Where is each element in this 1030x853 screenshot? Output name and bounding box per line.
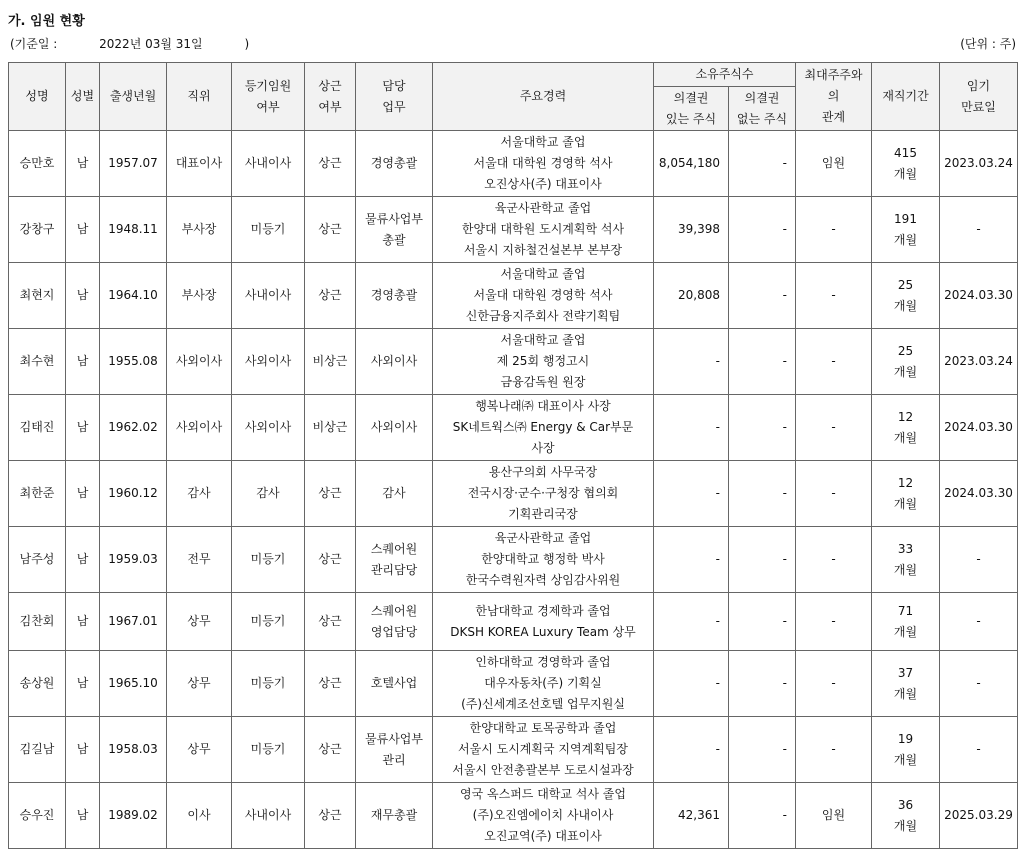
cell-registered: 미등기 (232, 717, 305, 783)
cell-major-relation: 임원 (796, 131, 872, 197)
cell-tenure (872, 783, 940, 849)
cell-tenure-line: 개월 (893, 166, 918, 181)
cell-position: 부사장 (167, 263, 232, 329)
cell-birth: 1948.11 (100, 197, 167, 263)
cell-tenure (872, 197, 940, 263)
table-row (9, 197, 1018, 263)
cell-career-line: 한양대학교 행정학 박사 (481, 552, 605, 566)
cell-career (433, 717, 654, 783)
cell-name: 승만호 (9, 131, 66, 197)
cell-nonvoting-shares: - (729, 263, 796, 329)
cell-expiry: - (940, 593, 1018, 651)
cell-tenure-line: 25 (897, 343, 914, 358)
cell-nonvoting-shares: - (729, 197, 796, 263)
table-row (9, 131, 1018, 197)
cell-career (433, 527, 654, 593)
cell-career (433, 395, 654, 461)
cell-career-line: 육군사관학교 졸업 (494, 531, 592, 545)
cell-tenure-line: 191 (894, 211, 917, 226)
cell-voting-shares: - (654, 461, 729, 527)
cell-tenure (872, 717, 940, 783)
cell-voting-shares: - (654, 329, 729, 395)
header-nonvoting (729, 87, 796, 131)
cell-fulltime: 상근 (305, 593, 356, 651)
cell-career (433, 783, 654, 849)
cell-tenure-line: 33 (897, 541, 914, 556)
cell-birth: 1959.03 (100, 527, 167, 593)
cell-career-line: 금융감독원 원장 (500, 375, 586, 389)
header-duty-line: 담당 (382, 78, 406, 93)
cell-duty (356, 461, 433, 527)
cell-tenure-line: 개월 (893, 232, 918, 247)
cell-voting-shares: - (654, 717, 729, 783)
cell-career-line: 전국시장·군수·구청장 협의회 (467, 486, 619, 500)
cell-expiry: 2024.03.30 (940, 461, 1018, 527)
cell-position: 상무 (167, 651, 232, 717)
cell-duty (356, 651, 433, 717)
cell-duty-line: 관리담당 (370, 562, 418, 577)
header-duty-line: 업무 (382, 99, 406, 114)
header-voting (654, 87, 729, 131)
cell-major-relation: - (796, 395, 872, 461)
cell-expiry: 2023.03.24 (940, 131, 1018, 197)
cell-tenure (872, 527, 940, 593)
cell-birth: 1960.12 (100, 461, 167, 527)
cell-career-line: 육군사관학교 졸업 (494, 201, 592, 215)
basis-date-value: 2022년 03월 31일 (99, 37, 203, 51)
cell-career-line: 서울대학교 졸업 (500, 135, 586, 149)
cell-expiry: - (940, 527, 1018, 593)
cell-voting-shares: - (654, 527, 729, 593)
cell-tenure-line: 12 (897, 475, 914, 490)
cell-tenure (872, 593, 940, 651)
cell-nonvoting-shares: - (729, 461, 796, 527)
cell-birth: 1964.10 (100, 263, 167, 329)
basis-close: ) (244, 37, 250, 51)
cell-duty (356, 527, 433, 593)
header-nonvoting-line: 없는 주식 (736, 111, 788, 126)
cell-career-line: 서울시 안전총괄본부 도로시설과장 (452, 763, 634, 777)
cell-tenure-line: 36 (897, 797, 914, 812)
cell-career-line: 행복나래㈜ 대표이사 사장 (475, 399, 611, 413)
cell-major-relation: - (796, 593, 872, 651)
cell-voting-shares: 20,808 (654, 263, 729, 329)
cell-major-relation: - (796, 329, 872, 395)
cell-voting-shares: - (654, 593, 729, 651)
cell-duty (356, 593, 433, 651)
header-name: 성명 (9, 63, 66, 131)
cell-duty-line: 사외이사 (370, 354, 418, 368)
cell-tenure (872, 329, 940, 395)
cell-duty-line: 물류사업부 (365, 731, 423, 746)
header-major-line: 최대주주와 (804, 68, 863, 82)
header-registered (232, 63, 305, 131)
cell-career (433, 197, 654, 263)
cell-name: 김찬회 (9, 593, 66, 651)
cell-career-line: 한양대학교 토목공학과 졸업 (469, 721, 617, 735)
cell-gender: 남 (66, 395, 100, 461)
cell-position: 사외이사 (167, 395, 232, 461)
cell-career-line: 영국 옥스퍼드 대학교 석사 졸업 (460, 787, 626, 801)
cell-birth: 1962.02 (100, 395, 167, 461)
cell-name: 최한준 (9, 461, 66, 527)
cell-duty (356, 717, 433, 783)
cell-duty-line: 총괄 (382, 232, 406, 247)
table-row (9, 395, 1018, 461)
cell-career-line: DKSH KOREA Luxury Team 상무 (450, 624, 636, 639)
cell-career-line: 서울시 도시계획국 지역계획팀장 (458, 742, 628, 756)
unit-label: (단위 : 주) (960, 37, 1016, 51)
header-registered-line: 등기임원 (244, 78, 292, 93)
cell-fulltime: 비상근 (305, 395, 356, 461)
cell-name: 김길남 (9, 717, 66, 783)
cell-duty-line: 재무총괄 (370, 808, 418, 822)
cell-major-relation: - (796, 263, 872, 329)
table-row (9, 461, 1018, 527)
cell-tenure (872, 263, 940, 329)
table-row (9, 783, 1018, 849)
cell-registered: 미등기 (232, 651, 305, 717)
cell-registered: 미등기 (232, 197, 305, 263)
cell-duty (356, 783, 433, 849)
cell-duty (356, 395, 433, 461)
basis-date (10, 35, 249, 52)
cell-birth: 1967.01 (100, 593, 167, 651)
table-row (9, 527, 1018, 593)
cell-tenure-line: 개월 (893, 752, 918, 767)
cell-career (433, 593, 654, 651)
cell-gender: 남 (66, 263, 100, 329)
cell-tenure-line: 개월 (893, 496, 918, 511)
cell-gender: 남 (66, 329, 100, 395)
cell-gender: 남 (66, 783, 100, 849)
cell-gender: 남 (66, 593, 100, 651)
cell-expiry: 2024.03.30 (940, 395, 1018, 461)
cell-nonvoting-shares: - (729, 717, 796, 783)
basis-label: (기준일 : (10, 37, 58, 51)
cell-career-line: (주)신세계조선호텔 업무지원실 (461, 697, 625, 711)
header-expiry-line: 만료일 (961, 99, 996, 114)
cell-career-line: 한남대학교 경제학과 졸업 (475, 603, 611, 618)
header-gender: 성별 (66, 63, 100, 131)
cell-tenure-line: 19 (897, 731, 914, 746)
cell-duty-line: 호텔사업 (370, 676, 418, 690)
cell-career-line: 서울대 대학원 경영학 석사 (473, 288, 613, 302)
cell-tenure (872, 461, 940, 527)
cell-tenure-line: 개월 (893, 298, 918, 313)
cell-fulltime: 상근 (305, 527, 356, 593)
cell-tenure-line: 25 (897, 277, 914, 292)
cell-gender: 남 (66, 461, 100, 527)
header-tenure: 재직기간 (872, 63, 940, 131)
cell-career-line: 서울시 지하철건설본부 본부장 (463, 243, 623, 257)
cell-duty (356, 329, 433, 395)
cell-gender: 남 (66, 197, 100, 263)
cell-tenure (872, 651, 940, 717)
header-position-line: 직위 (187, 89, 211, 103)
cell-position: 사외이사 (167, 329, 232, 395)
cell-career-line: 제 25회 행정고시 (496, 354, 590, 368)
cell-position: 전무 (167, 527, 232, 593)
header-shares: 소유주식수 (654, 63, 796, 87)
cell-expiry: - (940, 717, 1018, 783)
header-position (167, 63, 232, 131)
cell-voting-shares: - (654, 651, 729, 717)
cell-name: 송상원 (9, 651, 66, 717)
cell-voting-shares: 8,054,180 (654, 131, 729, 197)
cell-name: 강창구 (9, 197, 66, 263)
cell-major-relation: - (796, 717, 872, 783)
cell-name: 김태진 (9, 395, 66, 461)
cell-duty (356, 197, 433, 263)
cell-position: 감사 (167, 461, 232, 527)
cell-gender: 남 (66, 527, 100, 593)
cell-registered: 미등기 (232, 527, 305, 593)
cell-fulltime: 상근 (305, 197, 356, 263)
cell-voting-shares: - (654, 395, 729, 461)
table-row (9, 717, 1018, 783)
cell-position: 상무 (167, 717, 232, 783)
cell-birth: 1965.10 (100, 651, 167, 717)
header-major (796, 63, 872, 131)
cell-birth: 1989.02 (100, 783, 167, 849)
cell-fulltime: 비상근 (305, 329, 356, 395)
header-nonvoting-line: 의결권 (744, 90, 780, 105)
cell-career-line: 대우자동차(주) 기획실 (484, 676, 602, 690)
cell-voting-shares: 42,361 (654, 783, 729, 849)
cell-registered: 사내이사 (232, 131, 305, 197)
cell-duty-line: 스퀘어원 (370, 603, 418, 618)
cell-expiry: 2023.03.24 (940, 329, 1018, 395)
cell-duty-line: 경영총괄 (370, 288, 418, 302)
cell-nonvoting-shares: - (729, 651, 796, 717)
cell-major-relation: - (796, 461, 872, 527)
cell-career-line: 인하대학교 경영학과 졸업 (475, 655, 611, 669)
header-major-line: 관계 (821, 110, 846, 124)
cell-registered: 감사 (232, 461, 305, 527)
cell-career-line: 오진상사(주) 대표이사 (484, 177, 602, 191)
cell-gender: 남 (66, 651, 100, 717)
cell-gender: 남 (66, 717, 100, 783)
cell-tenure-line: 71 (897, 603, 914, 618)
cell-duty-line: 관리 (382, 752, 406, 767)
cell-fulltime: 상근 (305, 263, 356, 329)
cell-name: 남주성 (9, 527, 66, 593)
cell-position: 이사 (167, 783, 232, 849)
cell-career-line: 서울대학교 졸업 (500, 267, 586, 281)
header-expiry (940, 63, 1018, 131)
cell-tenure-line: 개월 (893, 562, 918, 577)
cell-career (433, 461, 654, 527)
cell-career-line: 오진교역(주) 대표이사 (484, 829, 602, 843)
cell-fulltime: 상근 (305, 783, 356, 849)
cell-career-line: (주)오진엠에이치 사내이사 (472, 808, 614, 822)
cell-registered: 사내이사 (232, 783, 305, 849)
cell-tenure-line: 415 (894, 145, 917, 160)
cell-career-line: 용산구의회 사무국장 (488, 465, 598, 479)
cell-nonvoting-shares: - (729, 329, 796, 395)
table-row (9, 651, 1018, 717)
header-birth: 출생년월 (100, 63, 167, 131)
cell-duty-line: 경영총괄 (370, 156, 418, 170)
cell-expiry: - (940, 651, 1018, 717)
cell-position: 대표이사 (167, 131, 232, 197)
header-fulltime-line: 여부 (318, 99, 342, 114)
cell-fulltime: 상근 (305, 461, 356, 527)
cell-career (433, 329, 654, 395)
cell-birth: 1957.07 (100, 131, 167, 197)
cell-duty-line: 감사 (382, 486, 406, 500)
cell-nonvoting-shares: - (729, 395, 796, 461)
cell-duty-line: 사외이사 (370, 420, 418, 434)
header-career: 주요경력 (433, 63, 654, 131)
header-voting-line: 의결권 (673, 90, 709, 105)
cell-major-relation: 임원 (796, 783, 872, 849)
cell-birth: 1955.08 (100, 329, 167, 395)
executive-table (8, 62, 1018, 849)
cell-career (433, 263, 654, 329)
table-row (9, 329, 1018, 395)
cell-tenure-line: 12 (897, 409, 914, 424)
cell-major-relation: - (796, 197, 872, 263)
cell-position: 상무 (167, 593, 232, 651)
cell-tenure-line: 개월 (893, 686, 918, 701)
cell-tenure-line: 개월 (893, 364, 918, 379)
cell-tenure-line: 37 (897, 665, 914, 680)
table-row (9, 593, 1018, 651)
cell-tenure-line: 개월 (893, 624, 918, 639)
header-expiry-line: 임기 (966, 78, 991, 93)
cell-expiry: 2024.03.30 (940, 263, 1018, 329)
cell-career-line: 한양대 대학원 도시계획학 석사 (461, 222, 625, 236)
cell-nonvoting-shares: - (729, 593, 796, 651)
header-voting-line: 있는 주식 (665, 111, 717, 126)
cell-nonvoting-shares: - (729, 783, 796, 849)
cell-registered: 사내이사 (232, 263, 305, 329)
section-title: 가. 임원 현황 (8, 14, 85, 29)
cell-duty (356, 131, 433, 197)
cell-name: 승우진 (9, 783, 66, 849)
header-fulltime (305, 63, 356, 131)
cell-voting-shares: 39,398 (654, 197, 729, 263)
cell-name: 최현지 (9, 263, 66, 329)
cell-fulltime: 상근 (305, 131, 356, 197)
cell-expiry: - (940, 197, 1018, 263)
cell-career-line: 한국수력원자력 상임감사위원 (465, 573, 621, 587)
cell-expiry: 2025.03.29 (940, 783, 1018, 849)
cell-fulltime: 상근 (305, 717, 356, 783)
cell-career-line: 기획관리국장 (508, 507, 578, 521)
cell-major-relation: - (796, 651, 872, 717)
header-major-line: 의 (827, 89, 840, 103)
header-duty (356, 63, 433, 131)
cell-duty-line: 물류사업부 (365, 211, 423, 226)
cell-career-line: SK네트웍스㈜ Energy & Car부문 (452, 420, 634, 434)
cell-registered: 미등기 (232, 593, 305, 651)
cell-nonvoting-shares: - (729, 131, 796, 197)
cell-fulltime: 상근 (305, 651, 356, 717)
cell-tenure (872, 131, 940, 197)
table-row (9, 263, 1018, 329)
cell-name: 최수현 (9, 329, 66, 395)
cell-birth: 1958.03 (100, 717, 167, 783)
cell-career-line: 서울대학교 졸업 (500, 333, 586, 347)
cell-tenure-line: 개월 (893, 818, 918, 833)
cell-major-relation: - (796, 527, 872, 593)
cell-tenure-line: 개월 (893, 430, 918, 445)
cell-career (433, 131, 654, 197)
cell-career-line: 서울대 대학원 경영학 석사 (473, 156, 613, 170)
cell-duty-line: 스퀘어원 (370, 541, 418, 556)
cell-registered: 사외이사 (232, 329, 305, 395)
cell-career-line: 사장 (531, 441, 555, 455)
header-fulltime-line: 상근 (318, 78, 342, 93)
cell-gender: 남 (66, 131, 100, 197)
cell-career (433, 651, 654, 717)
cell-duty-line: 영업담당 (370, 624, 418, 639)
cell-registered: 사외이사 (232, 395, 305, 461)
header-registered-line: 여부 (256, 99, 280, 114)
cell-position: 부사장 (167, 197, 232, 263)
cell-tenure (872, 395, 940, 461)
cell-duty (356, 263, 433, 329)
cell-career-line: 신한금융지주회사 전략기획팀 (465, 309, 621, 323)
cell-nonvoting-shares: - (729, 527, 796, 593)
